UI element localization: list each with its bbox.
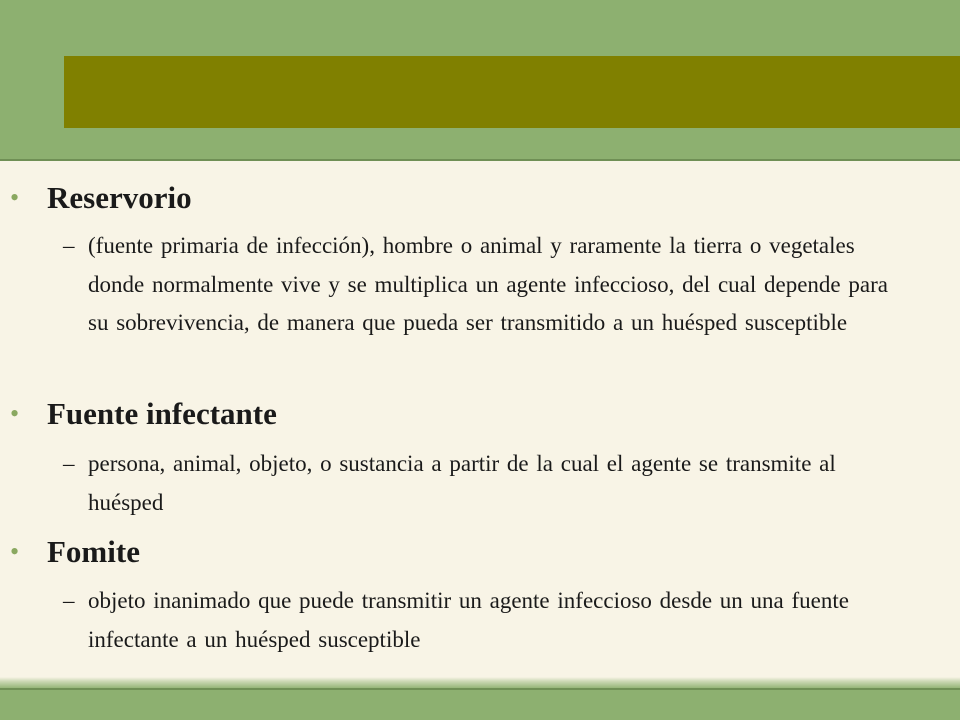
dash-icon: – <box>63 233 75 258</box>
bullet-icon: • <box>10 537 20 566</box>
bullet-icon: • <box>10 183 20 212</box>
definition-fomite: objeto inanimado que puede transmitir un agente infeccioso desde un una fuente infectante a un huésped susceptible <box>88 588 849 652</box>
dash-icon: – <box>63 451 75 476</box>
footer-divider <box>0 688 960 690</box>
title-bar <box>64 56 960 128</box>
heading-reservorio: Reservorio <box>47 180 192 215</box>
dash-icon: – <box>63 588 75 613</box>
slide-content <box>0 161 960 677</box>
heading-fomite: Fomite <box>47 534 140 569</box>
definition-reservorio: (fuente primaria de infección), hombre o animal y raramente la tierra o vegetales donde normalmente vive y se multiplica un agente infeccioso, del cual depende para su sobrevivencia, de manera que pueda ser transmitido a un huésped susceptible <box>88 233 888 335</box>
footer-band <box>0 677 960 720</box>
bullet-icon: • <box>10 399 20 428</box>
definition-fuente-infectante: persona, animal, objeto, o sustancia a partir de la cual el agente se transmite al huésped <box>88 451 836 515</box>
heading-fuente-infectante: Fuente infectante <box>47 396 277 431</box>
